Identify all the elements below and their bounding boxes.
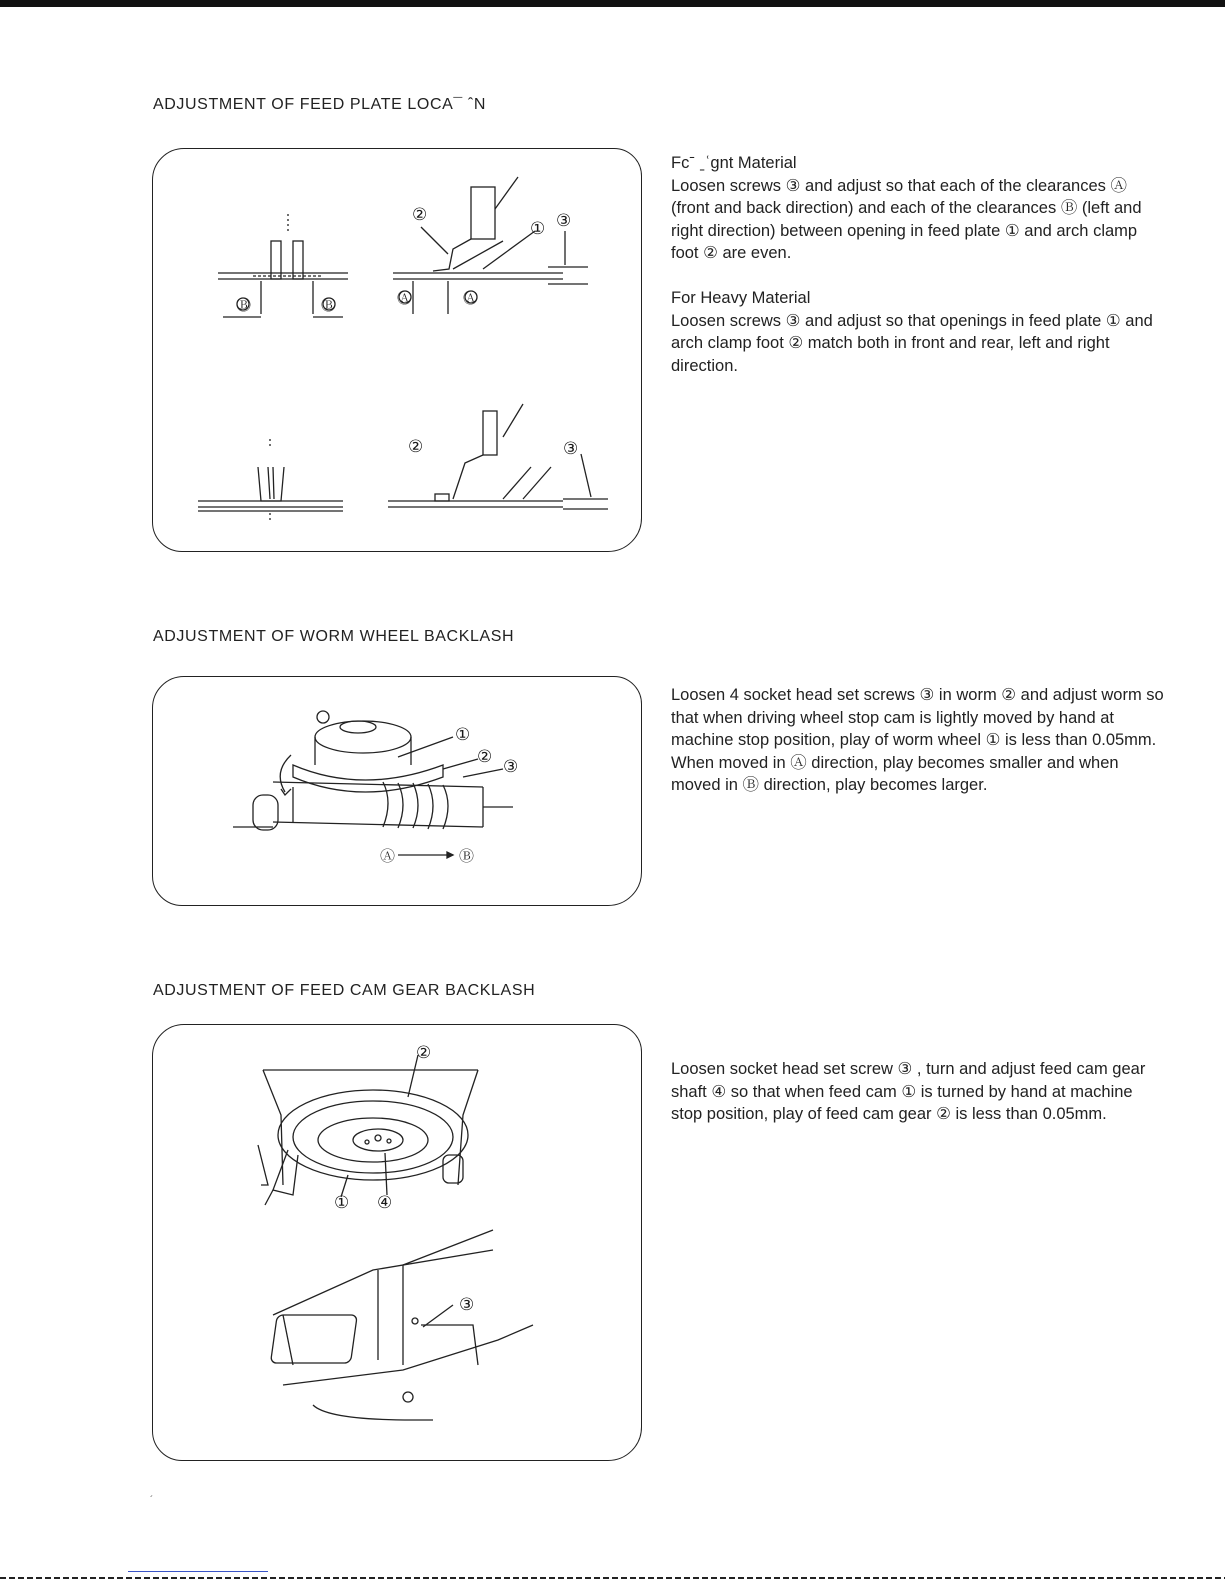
scan-bottom-edge [0, 1577, 1225, 1579]
section-heading-worm-wheel: ADJUSTMENT OF WORM WHEEL BACKLASH [153, 628, 515, 645]
feed-cam-gear-diagram [153, 1025, 641, 1460]
label-A: Ⓐ [380, 848, 396, 865]
worm-wheel-body-2: When moved in Ⓐ direction, play becomes smaller and when moved in Ⓑ direction, play becomes larger. [671, 753, 1119, 795]
worm-wheel-diagram [153, 677, 641, 905]
label-4: ④ [377, 1193, 393, 1212]
label-2: ② [416, 1043, 432, 1062]
label-2-heavy: ② [408, 437, 424, 456]
label-B-right: Ⓑ [321, 297, 337, 314]
scan-top-edge [0, 0, 1225, 7]
light-material-body: Loosen screws ③ and adjust so that each of the clearances Ⓐ (front and back direction) and each of the clearances Ⓑ (left and right direction) between opening in feed plate ① and arch clamp foot ② are even. [671, 176, 1142, 263]
section-heading-feed-plate: ADJUSTMENT OF FEED PLATE LOCA¯ ˆN [153, 96, 486, 113]
label-B: Ⓑ [459, 848, 475, 865]
worm-wheel-instructions [671, 684, 1166, 797]
label-1: ① [530, 219, 546, 238]
section-heading-feed-cam-gear: ADJUSTMENT OF FEED CAM GEAR BACKLASH [153, 982, 536, 999]
page-mark: ´ [150, 1495, 154, 1506]
label-A-right: Ⓐ [463, 290, 479, 307]
label-A-left: Ⓐ [397, 290, 413, 307]
label-2: ② [477, 747, 493, 766]
feed-plate-instructions [671, 152, 1166, 377]
feed-cam-gear-body: Loosen socket head set screw ③ , turn and adjust feed cam gear shaft ④ so that when feed cam ① is turned by hand at machine stop position, play of feed cam gear ② is less than 0.05mm. [671, 1060, 1146, 1124]
diagram-panel-feed-cam-gear [152, 1024, 642, 1461]
diagram-panel-worm-wheel [152, 676, 642, 906]
scan-link-underline [128, 1571, 268, 1572]
diagram-panel-feed-plate [152, 148, 642, 552]
feed-plate-diagram [153, 149, 641, 551]
light-material-subheading: Fcˉ ˍʿgnt Material [671, 154, 797, 172]
heavy-material-subheading: For Heavy Material [671, 288, 811, 307]
heavy-material-body: Loosen screws ③ and adjust so that openings in feed plate ① and arch clamp foot ② match both in front and rear, left and right direction. [671, 311, 1153, 375]
feed-cam-gear-instructions [671, 1058, 1166, 1126]
label-1: ① [334, 1193, 350, 1212]
label-3: ③ [459, 1295, 475, 1314]
label-2: ② [412, 205, 428, 224]
label-3: ③ [556, 211, 572, 230]
worm-wheel-body: Loosen 4 socket head set screws ③ in worm ② and adjust worm so that when driving wheel stop cam is lightly moved by hand at machine stop position, play of worm wheel ① is less than 0.05mm. [671, 686, 1164, 750]
label-3-heavy: ③ [563, 439, 579, 458]
label-1: ① [455, 725, 471, 744]
label-B-left: Ⓑ [236, 297, 252, 314]
label-3: ③ [503, 757, 519, 776]
